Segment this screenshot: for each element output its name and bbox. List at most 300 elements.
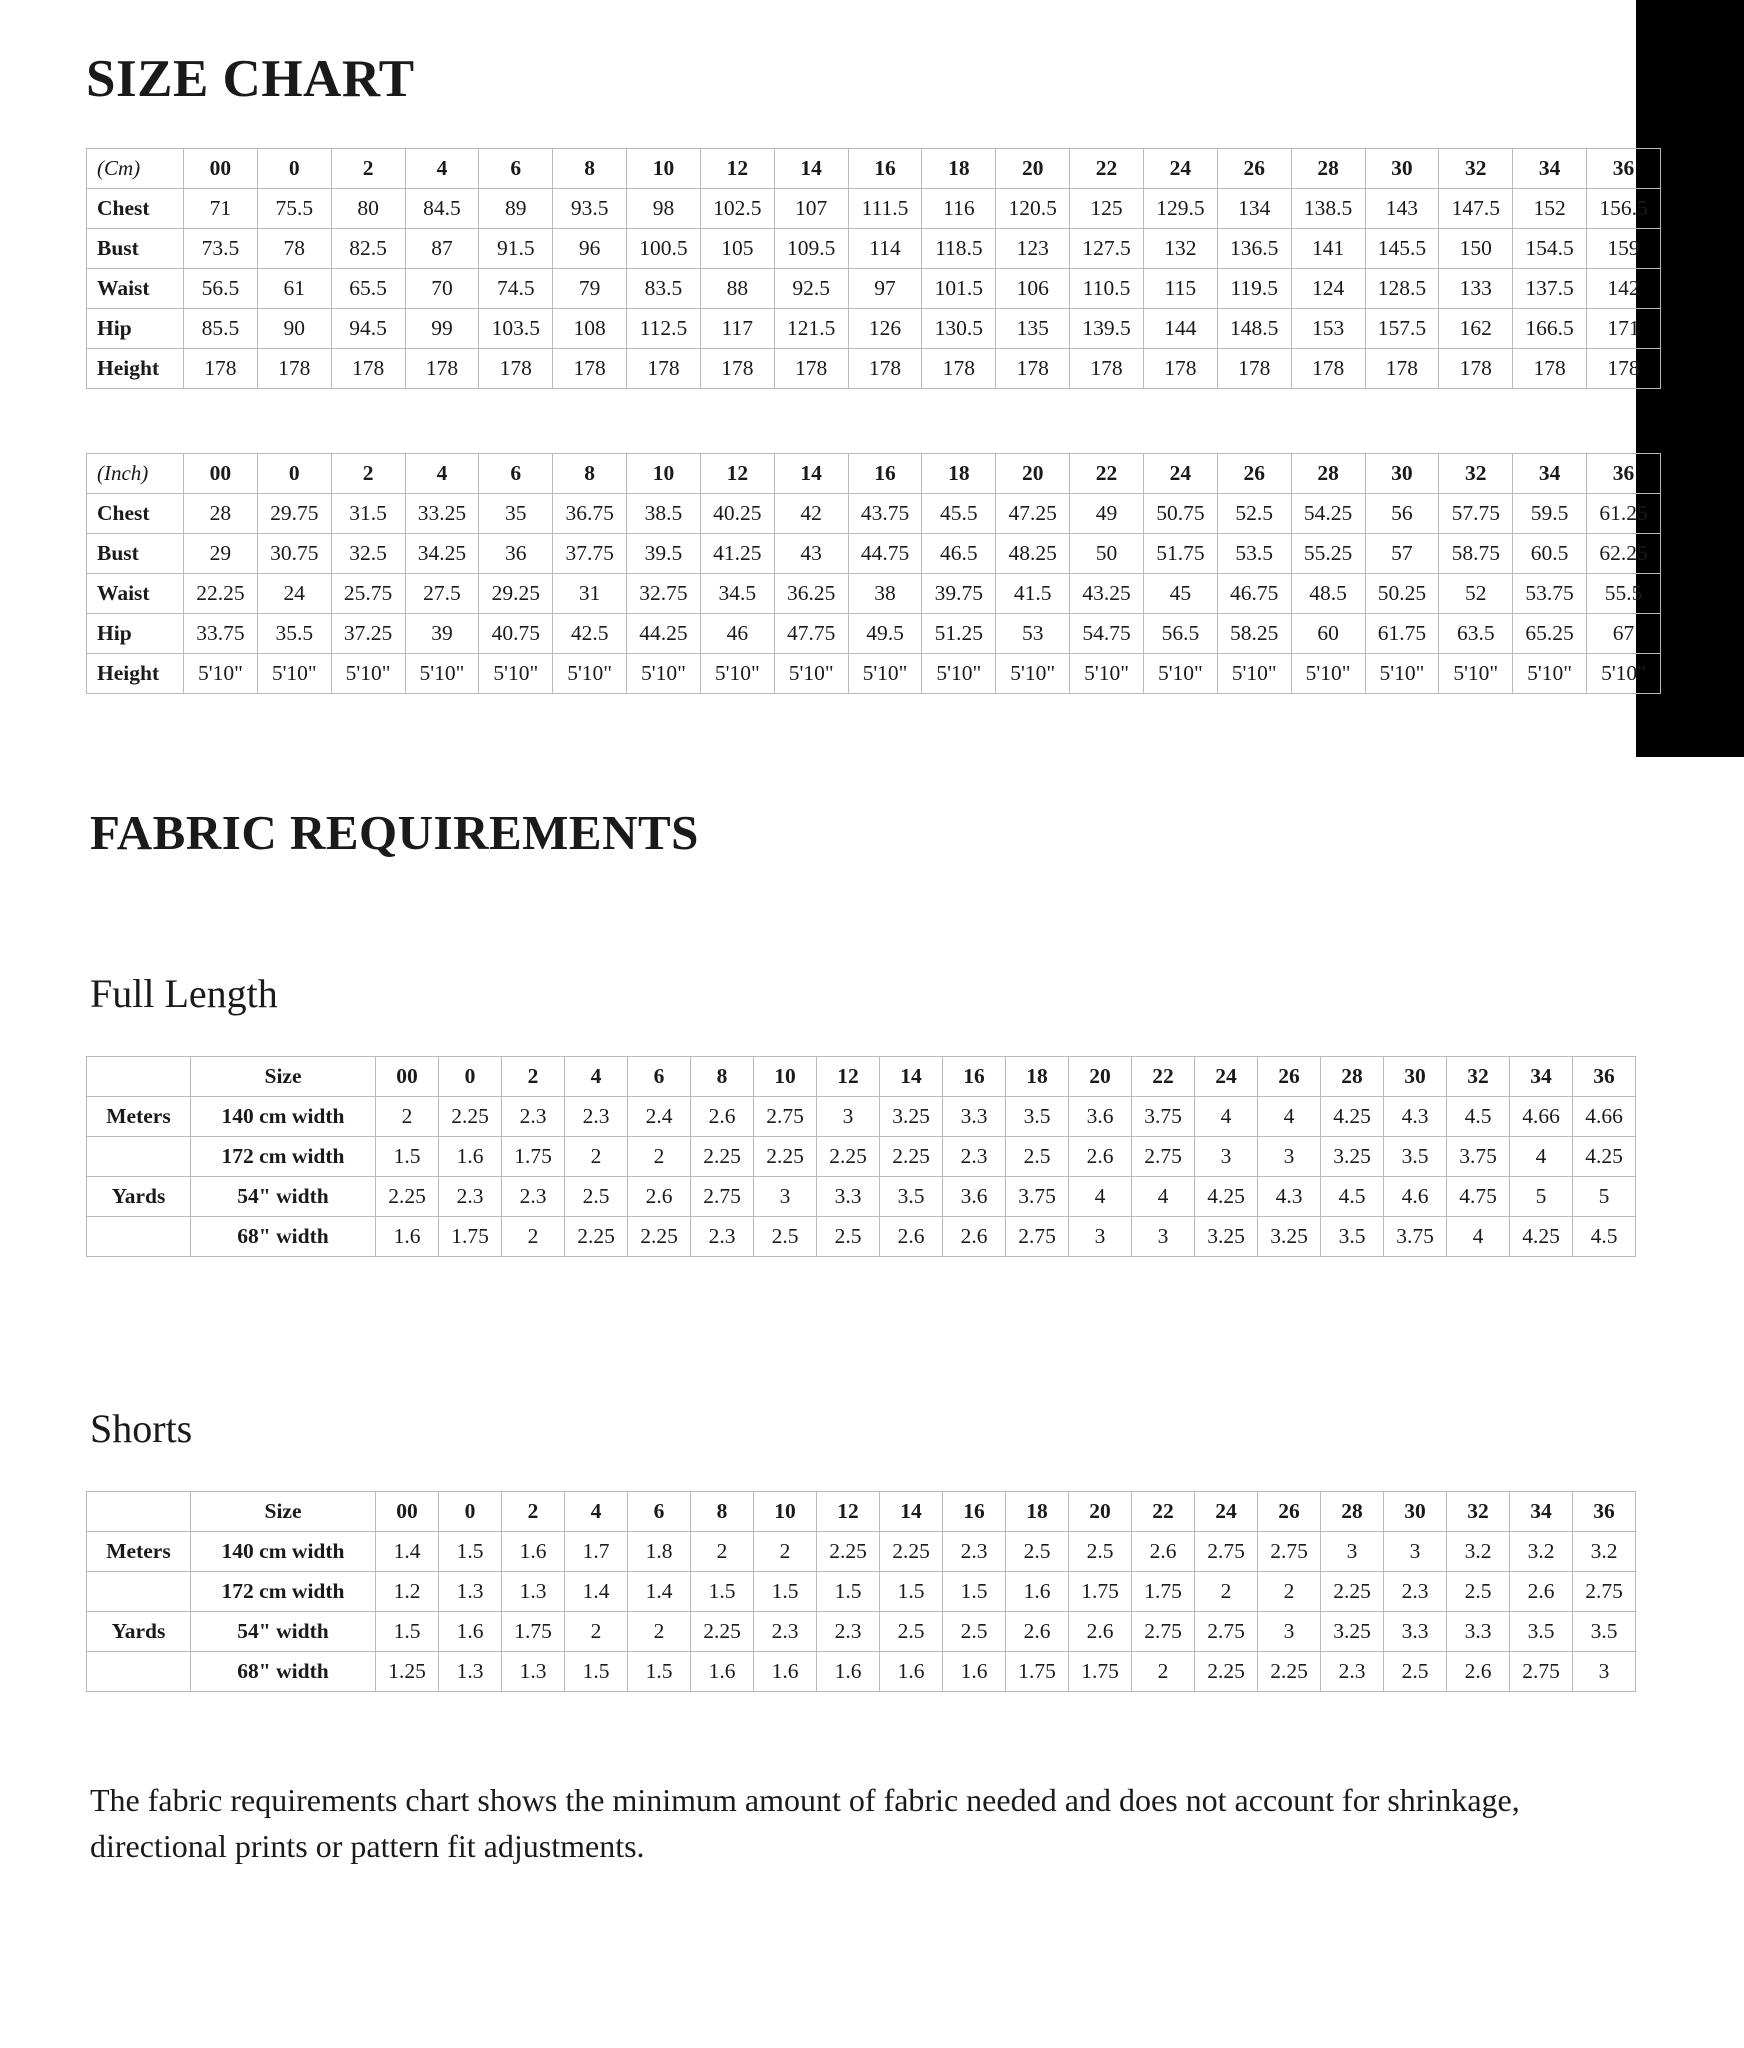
measurement-cell: 84.5: [405, 189, 479, 229]
fabric-amount-cell: 1.6: [1006, 1572, 1069, 1612]
fabric-amount-cell: 2.6: [1006, 1612, 1069, 1652]
measurement-cell: 125: [1070, 189, 1144, 229]
size-column-header: 8: [691, 1492, 754, 1532]
fabric-amount-cell: 4.5: [1573, 1217, 1636, 1257]
fabric-amount-cell: 3.5: [1384, 1137, 1447, 1177]
measurement-cell: 98: [627, 189, 701, 229]
measurement-cell: 42.5: [553, 614, 627, 654]
table-row: [87, 1137, 1636, 1177]
fabric-amount-cell: 2.3: [754, 1612, 817, 1652]
size-column-header: 36: [1587, 454, 1661, 494]
size-column-header: 0: [439, 1057, 502, 1097]
fabric-width-cell: 68" width: [191, 1652, 376, 1692]
measurement-cell: 75.5: [257, 189, 331, 229]
size-column-header: 16: [943, 1057, 1006, 1097]
table-row: [87, 1612, 1636, 1652]
size-column-header: 8: [553, 149, 627, 189]
measurement-cell: 5'10": [1439, 654, 1513, 694]
fabric-amount-cell: 1.4: [565, 1572, 628, 1612]
fabric-amount-cell: 1.75: [439, 1217, 502, 1257]
measurement-cell: 36: [479, 534, 553, 574]
fabric-amount-cell: 1.3: [502, 1652, 565, 1692]
measurement-cell: 32.5: [331, 534, 405, 574]
measurement-cell: 52: [1439, 574, 1513, 614]
fabric-amount-cell: 3.3: [817, 1177, 880, 1217]
page-title: SIZE CHART: [86, 50, 415, 108]
measurement-cell: 99: [405, 309, 479, 349]
fabric-amount-cell: 4.66: [1510, 1097, 1573, 1137]
fabric-amount-cell: 2: [691, 1532, 754, 1572]
fabric-amount-cell: 2.3: [565, 1097, 628, 1137]
measurement-cell: 134: [1217, 189, 1291, 229]
fabric-amount-cell: 2.6: [1069, 1137, 1132, 1177]
measurement-cell: 136.5: [1217, 229, 1291, 269]
measurement-cell: 88: [700, 269, 774, 309]
measurement-cell: 33.75: [184, 614, 258, 654]
measurement-row-label: Chest: [87, 494, 184, 534]
size-column-header: 4: [565, 1492, 628, 1532]
measurement-cell: 39.75: [922, 574, 996, 614]
table-row: [87, 614, 1661, 654]
measurement-cell: 46: [700, 614, 774, 654]
fabric-amount-cell: 2.6: [1510, 1572, 1573, 1612]
measurement-cell: 22.25: [184, 574, 258, 614]
measurement-cell: 178: [1365, 349, 1439, 389]
measurement-cell: 65.5: [331, 269, 405, 309]
measurement-cell: 89: [479, 189, 553, 229]
fabric-amount-cell: 4.25: [1510, 1217, 1573, 1257]
size-column-header: 12: [817, 1492, 880, 1532]
fabric-amount-cell: 2.25: [880, 1532, 943, 1572]
fabric-amount-cell: 1.6: [439, 1612, 502, 1652]
measurement-cell: 178: [1070, 349, 1144, 389]
size-column-header: 26: [1258, 1492, 1321, 1532]
size-column-header: 2: [331, 454, 405, 494]
size-column-header: 10: [754, 1057, 817, 1097]
table-row: [87, 654, 1661, 694]
fabric-amount-cell: 1.5: [628, 1652, 691, 1692]
cm-table-body: [87, 189, 1661, 389]
fabric-amount-cell: 3: [1069, 1217, 1132, 1257]
unit-label-cell: [87, 1652, 191, 1692]
measurement-cell: 129.5: [1143, 189, 1217, 229]
full-length-table-container: [0, 1056, 1744, 1257]
measurement-cell: 5'10": [996, 654, 1070, 694]
measurement-cell: 36.75: [553, 494, 627, 534]
size-column-header: 18: [1006, 1057, 1069, 1097]
measurement-cell: 111.5: [848, 189, 922, 229]
measurement-cell: 133: [1439, 269, 1513, 309]
fabric-amount-cell: 3.25: [1258, 1217, 1321, 1257]
measurement-cell: 71: [184, 189, 258, 229]
size-column-header: 34: [1513, 149, 1587, 189]
measurement-cell: 166.5: [1513, 309, 1587, 349]
inch-table-head: [87, 454, 1661, 494]
fabric-amount-cell: 2.3: [502, 1177, 565, 1217]
measurement-cell: 34.5: [700, 574, 774, 614]
size-column-header: 24: [1195, 1057, 1258, 1097]
size-column-header: 30: [1365, 149, 1439, 189]
fabric-amount-cell: 2.3: [943, 1137, 1006, 1177]
size-column-header: 20: [996, 454, 1070, 494]
fabric-amount-cell: 1.6: [439, 1137, 502, 1177]
fabric-amount-cell: 2.75: [1195, 1612, 1258, 1652]
fabric-amount-cell: 3.3: [1384, 1612, 1447, 1652]
fabric-amount-cell: 4.5: [1321, 1177, 1384, 1217]
size-column-header: 26: [1217, 454, 1291, 494]
size-column-header: 30: [1365, 454, 1439, 494]
size-column-header: 36: [1573, 1057, 1636, 1097]
fabric-amount-cell: 2.75: [1258, 1532, 1321, 1572]
measurement-cell: 162: [1439, 309, 1513, 349]
fabric-amount-cell: 4: [1195, 1097, 1258, 1137]
fabric-amount-cell: 1.4: [628, 1572, 691, 1612]
size-column-header: 22: [1132, 1492, 1195, 1532]
measurement-cell: 5'10": [1513, 654, 1587, 694]
fabric-amount-cell: 1.5: [880, 1572, 943, 1612]
measurement-cell: 157.5: [1365, 309, 1439, 349]
measurement-cell: 178: [1439, 349, 1513, 389]
fabric-amount-cell: 1.4: [376, 1532, 439, 1572]
table-header-row: [87, 454, 1661, 494]
fabric-requirements-title: FABRIC REQUIREMENTS: [90, 805, 699, 861]
measurement-cell: 178: [627, 349, 701, 389]
size-column-header: 12: [817, 1057, 880, 1097]
size-column-header: 32: [1447, 1057, 1510, 1097]
inch-size-table-container: [0, 453, 1744, 694]
measurement-cell: 127.5: [1070, 229, 1144, 269]
size-column-header: 00: [376, 1057, 439, 1097]
measurement-cell: 132: [1143, 229, 1217, 269]
fabric-amount-cell: 3.25: [1195, 1217, 1258, 1257]
fabric-amount-cell: 1.75: [1069, 1572, 1132, 1612]
size-column-header: 24: [1143, 149, 1217, 189]
fabric-amount-cell: 2.5: [1447, 1572, 1510, 1612]
measurement-cell: 101.5: [922, 269, 996, 309]
measurement-cell: 45: [1143, 574, 1217, 614]
measurement-cell: 25.75: [331, 574, 405, 614]
size-column-header: 34: [1510, 1492, 1573, 1532]
fabric-amount-cell: 1.75: [502, 1612, 565, 1652]
fabric-amount-cell: 2.5: [754, 1217, 817, 1257]
measurement-cell: 153: [1291, 309, 1365, 349]
sh-table-body: [87, 1532, 1636, 1692]
fabric-amount-cell: 1.7: [565, 1532, 628, 1572]
fabric-amount-cell: 2.75: [1006, 1217, 1069, 1257]
fabric-amount-cell: 3: [754, 1177, 817, 1217]
size-column-header: 30: [1384, 1492, 1447, 1532]
measurement-cell: 80: [331, 189, 405, 229]
fabric-amount-cell: 2.5: [565, 1177, 628, 1217]
size-column-header: 34: [1513, 454, 1587, 494]
fabric-amount-cell: 2.25: [376, 1177, 439, 1217]
inch-table-body: [87, 494, 1661, 694]
size-column-header: 34: [1510, 1057, 1573, 1097]
fabric-width-cell: 140 cm width: [191, 1097, 376, 1137]
measurement-cell: 178: [1291, 349, 1365, 389]
measurement-row-label: Bust: [87, 229, 184, 269]
measurement-cell: 178: [1143, 349, 1217, 389]
full-length-fabric-table: [86, 1056, 1636, 1257]
measurement-cell: 44.75: [848, 534, 922, 574]
fabric-amount-cell: 1.75: [502, 1137, 565, 1177]
size-column-header: 4: [565, 1057, 628, 1097]
fabric-amount-cell: 1.5: [754, 1572, 817, 1612]
fabric-amount-cell: 2.25: [565, 1217, 628, 1257]
cm-table-head: [87, 149, 1661, 189]
measurement-row-label: Waist: [87, 269, 184, 309]
fabric-amount-cell: 2.5: [1006, 1532, 1069, 1572]
measurement-cell: 49: [1070, 494, 1144, 534]
fabric-amount-cell: 2.25: [880, 1137, 943, 1177]
inch-size-table: [86, 453, 1661, 694]
size-column-header: 32: [1447, 1492, 1510, 1532]
size-column-header: 20: [1069, 1492, 1132, 1532]
fabric-amount-cell: 2.6: [943, 1217, 1006, 1257]
fabric-amount-cell: 3.5: [1006, 1097, 1069, 1137]
measurement-cell: 60.5: [1513, 534, 1587, 574]
measurement-cell: 73.5: [184, 229, 258, 269]
measurement-cell: 78: [257, 229, 331, 269]
measurement-cell: 33.25: [405, 494, 479, 534]
measurement-cell: 130.5: [922, 309, 996, 349]
size-column-header: 12: [700, 149, 774, 189]
unit-label-cell: Meters: [87, 1097, 191, 1137]
size-column-header: 30: [1384, 1057, 1447, 1097]
measurement-cell: 54.25: [1291, 494, 1365, 534]
fabric-amount-cell: 1.75: [1132, 1572, 1195, 1612]
measurement-cell: 34.25: [405, 534, 479, 574]
table-row: [87, 574, 1661, 614]
fabric-amount-cell: 1.8: [628, 1532, 691, 1572]
measurement-cell: 145.5: [1365, 229, 1439, 269]
measurement-cell: 51.75: [1143, 534, 1217, 574]
measurement-cell: 42: [774, 494, 848, 534]
measurement-cell: 137.5: [1513, 269, 1587, 309]
measurement-cell: 178: [479, 349, 553, 389]
measurement-cell: 128.5: [1365, 269, 1439, 309]
measurement-cell: 49.5: [848, 614, 922, 654]
size-column-header: 10: [627, 149, 701, 189]
measurement-cell: 108: [553, 309, 627, 349]
fabric-width-cell: 68" width: [191, 1217, 376, 1257]
measurement-cell: 97: [848, 269, 922, 309]
measurement-row-label: Chest: [87, 189, 184, 229]
size-column-header: 8: [691, 1057, 754, 1097]
measurement-cell: 63.5: [1439, 614, 1513, 654]
size-column-header: 8: [553, 454, 627, 494]
measurement-cell: 115: [1143, 269, 1217, 309]
measurement-cell: 60: [1291, 614, 1365, 654]
fabric-amount-cell: 2.6: [880, 1217, 943, 1257]
fabric-amount-cell: 2.25: [817, 1532, 880, 1572]
fabric-amount-cell: 1.75: [1006, 1652, 1069, 1692]
fabric-amount-cell: 3.6: [1069, 1097, 1132, 1137]
fabric-amount-cell: 3: [1573, 1652, 1636, 1692]
fabric-amount-cell: 1.6: [817, 1652, 880, 1692]
size-column-header: 16: [848, 454, 922, 494]
fabric-amount-cell: 4: [1069, 1177, 1132, 1217]
size-column-header: 4: [405, 454, 479, 494]
size-column-header: 00: [184, 149, 258, 189]
measurement-cell: 135: [996, 309, 1070, 349]
measurement-cell: 126: [848, 309, 922, 349]
measurement-cell: 44.25: [627, 614, 701, 654]
measurement-cell: 56.5: [1143, 614, 1217, 654]
table-header-row: [87, 1057, 1636, 1097]
measurement-cell: 35.5: [257, 614, 331, 654]
fabric-amount-cell: 2.75: [1573, 1572, 1636, 1612]
table-row: [87, 1572, 1636, 1612]
measurement-cell: 5'10": [1070, 654, 1144, 694]
table-row: [87, 269, 1661, 309]
size-column-header: 12: [700, 454, 774, 494]
fabric-amount-cell: 2.5: [943, 1612, 1006, 1652]
measurement-cell: 56.5: [184, 269, 258, 309]
fabric-amount-cell: 3.25: [880, 1097, 943, 1137]
measurement-cell: 178: [1217, 349, 1291, 389]
size-column-header: 14: [774, 149, 848, 189]
fabric-amount-cell: 3.75: [1447, 1137, 1510, 1177]
measurement-cell: 55.5: [1587, 574, 1661, 614]
fabric-amount-cell: 2.6: [628, 1177, 691, 1217]
size-column-header: 24: [1195, 1492, 1258, 1532]
measurement-cell: 36.25: [774, 574, 848, 614]
measurement-cell: 118.5: [922, 229, 996, 269]
measurement-cell: 31.5: [331, 494, 405, 534]
measurement-cell: 94.5: [331, 309, 405, 349]
measurement-cell: 5'10": [627, 654, 701, 694]
measurement-cell: 32.75: [627, 574, 701, 614]
fabric-amount-cell: 2.6: [1447, 1652, 1510, 1692]
size-column-header: 6: [479, 454, 553, 494]
fabric-amount-cell: 3.75: [1006, 1177, 1069, 1217]
measurement-cell: 53.5: [1217, 534, 1291, 574]
size-column-header: 36: [1573, 1492, 1636, 1532]
size-column-header: 18: [922, 149, 996, 189]
measurement-cell: 40.75: [479, 614, 553, 654]
measurement-cell: 59.5: [1513, 494, 1587, 534]
fabric-amount-cell: 1.3: [439, 1572, 502, 1612]
measurement-cell: 30.75: [257, 534, 331, 574]
table-row: [87, 349, 1661, 389]
measurement-cell: 109.5: [774, 229, 848, 269]
measurement-cell: 43: [774, 534, 848, 574]
measurement-cell: 90: [257, 309, 331, 349]
measurement-cell: 148.5: [1217, 309, 1291, 349]
measurement-cell: 61.25: [1587, 494, 1661, 534]
fabric-amount-cell: 2: [565, 1137, 628, 1177]
measurement-cell: 54.75: [1070, 614, 1144, 654]
fabric-amount-cell: 4.25: [1195, 1177, 1258, 1217]
fabric-amount-cell: 4.3: [1384, 1097, 1447, 1137]
table-row: [87, 494, 1661, 534]
fabric-amount-cell: 1.5: [943, 1572, 1006, 1612]
unit-label-cell: [87, 1217, 191, 1257]
table-row: [87, 1177, 1636, 1217]
measurement-cell: 138.5: [1291, 189, 1365, 229]
measurement-cell: 178: [1513, 349, 1587, 389]
fabric-amount-cell: 4: [1447, 1217, 1510, 1257]
measurement-cell: 91.5: [479, 229, 553, 269]
fabric-amount-cell: 4.25: [1573, 1137, 1636, 1177]
measurement-cell: 178: [184, 349, 258, 389]
fabric-amount-cell: 1.6: [376, 1217, 439, 1257]
measurement-cell: 119.5: [1217, 269, 1291, 309]
fabric-amount-cell: 1.6: [754, 1652, 817, 1692]
fabric-amount-cell: 2.5: [1069, 1532, 1132, 1572]
fabric-amount-cell: 1.3: [502, 1572, 565, 1612]
fabric-amount-cell: 2.6: [691, 1097, 754, 1137]
size-column-header: 16: [943, 1492, 1006, 1532]
measurement-cell: 110.5: [1070, 269, 1144, 309]
measurement-cell: 178: [774, 349, 848, 389]
fabric-amount-cell: 1.6: [502, 1532, 565, 1572]
measurement-cell: 87: [405, 229, 479, 269]
fabric-amount-cell: 2.25: [439, 1097, 502, 1137]
measurement-cell: 41.25: [700, 534, 774, 574]
fabric-amount-cell: 1.6: [943, 1652, 1006, 1692]
fabric-amount-cell: 2.75: [1132, 1137, 1195, 1177]
fabric-footnote: The fabric requirements chart shows the minimum amount of fabric needed and does not account for shrinkage, directional prints or pattern fit adjustments.: [90, 1782, 1520, 1864]
fabric-amount-cell: 3.3: [943, 1097, 1006, 1137]
size-column-header: 28: [1291, 454, 1365, 494]
measurement-cell: 79: [553, 269, 627, 309]
fabric-amount-cell: 2: [565, 1612, 628, 1652]
fabric-amount-cell: 3.5: [1321, 1217, 1384, 1257]
measurement-cell: 5'10": [1365, 654, 1439, 694]
measurement-cell: 5'10": [1291, 654, 1365, 694]
measurement-cell: 31: [553, 574, 627, 614]
fabric-amount-cell: 2.3: [502, 1097, 565, 1137]
measurement-cell: 47.25: [996, 494, 1070, 534]
size-column-header: 22: [1070, 454, 1144, 494]
size-column-header: 2: [502, 1492, 565, 1532]
size-column-header: 24: [1143, 454, 1217, 494]
measurement-row-label: Bust: [87, 534, 184, 574]
measurement-cell: 48.25: [996, 534, 1070, 574]
unit-label-cell: [87, 1572, 191, 1612]
fabric-width-cell: 54" width: [191, 1612, 376, 1652]
measurement-cell: 55.25: [1291, 534, 1365, 574]
measurement-cell: 5'10": [184, 654, 258, 694]
fabric-amount-cell: 1.5: [565, 1652, 628, 1692]
size-column-header: 22: [1132, 1057, 1195, 1097]
fabric-amount-cell: 3: [1132, 1217, 1195, 1257]
measurement-cell: 58.75: [1439, 534, 1513, 574]
size-column-header: 26: [1217, 149, 1291, 189]
measurement-cell: 112.5: [627, 309, 701, 349]
fabric-amount-cell: 1.25: [376, 1652, 439, 1692]
fabric-amount-cell: 4.66: [1573, 1097, 1636, 1137]
measurement-cell: 29: [184, 534, 258, 574]
size-column-header: 2: [502, 1057, 565, 1097]
measurement-cell: 107: [774, 189, 848, 229]
measurement-cell: 5'10": [1143, 654, 1217, 694]
measurement-cell: 93.5: [553, 189, 627, 229]
measurement-cell: 178: [331, 349, 405, 389]
measurement-cell: 5'10": [700, 654, 774, 694]
measurement-cell: 35: [479, 494, 553, 534]
unit-label-cell: [87, 1137, 191, 1177]
fabric-amount-cell: 2.3: [1321, 1652, 1384, 1692]
measurement-cell: 48.5: [1291, 574, 1365, 614]
measurement-cell: 37.75: [553, 534, 627, 574]
measurement-cell: 144: [1143, 309, 1217, 349]
measurement-cell: 152: [1513, 189, 1587, 229]
fabric-amount-cell: 4.6: [1384, 1177, 1447, 1217]
measurement-cell: 45.5: [922, 494, 996, 534]
